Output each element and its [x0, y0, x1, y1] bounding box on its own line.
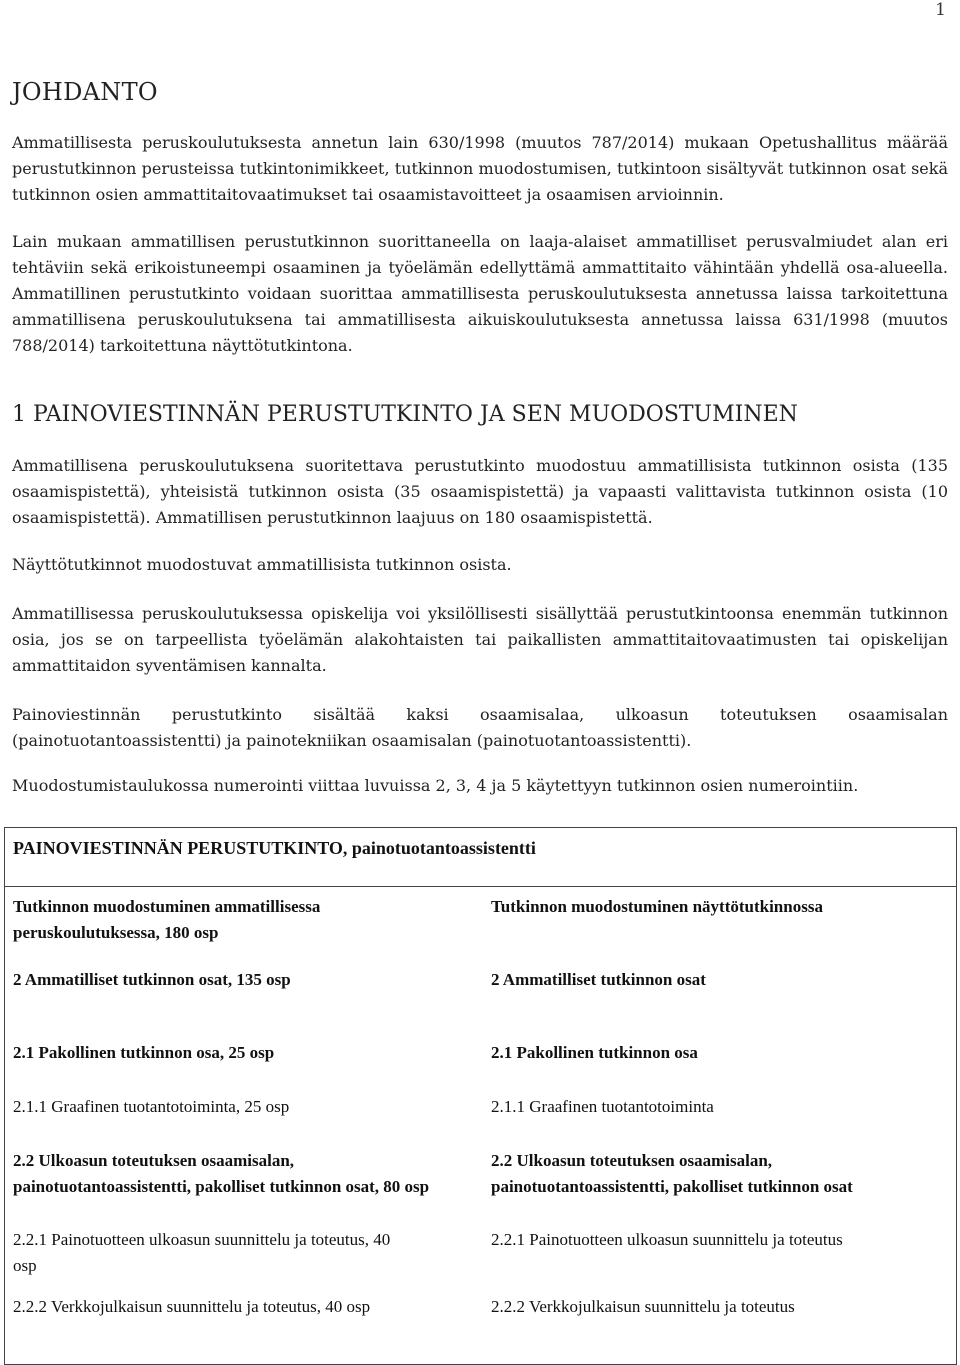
section-paragraph: Muodostumistaulukossa numerointi viittaa luvuissa 2, 3, 4 ja 5 käytettyyn tutkinnon osien numerointiin. [12, 776, 859, 795]
page-number: 1 [935, 0, 946, 20]
section-paragraph: Ammatillisessa peruskoulutuksessa opiskelija voi yksilöllisesti sisällyttää perustutkintoonsa enemmän tutkinnon osia, jos se on tarpeellista työelämän alakohtaisten tai paikallisten ammattitaitovaatimusten tai opiskelijan ammattitaidon syventämisen kannalta. [12, 604, 948, 675]
table-cell-right: 2.1.1 Graafinen tuotantotoiminta [491, 1097, 714, 1116]
intro-paragraph: Lain mukaan ammatillisen perustutkinnon suorittaneella on laaja-alaiset ammatilliset perusvalmiudet alan eri tehtäviin sekä erikoistuneempi osaaminen ja työelämän edellyttämä ammattitaito vähintään yhdellä osa-alueella. Ammatillinen perustutkinto voidaan suorittaa ammatillisesta peruskoulutuksesta annetussa laissa tarkoitettuna ammatillisena peruskoulutuksena tai ammatillisesta aikuiskoulutuksesta annetussa laissa 631/1998 (muutos 788/2014) tarkoitettuna näyttötutkintona. [12, 232, 948, 355]
table-cell-left: 2.2.2 Verkkojulkaisun suunnittelu ja toteutus, 40 osp [13, 1297, 371, 1316]
section-paragraph: Painoviestinnän perustutkinto sisältää kaksi osaamisalaa, ulkoasun toteutuksen osaamisalan (painotuotantoassistentti) ja painotekniikan osaamisalan (painotuotantoassistentti). [12, 705, 948, 750]
section-heading: 1 PAINOVIESTINNÄN PERUSTUTKINTO JA SEN MUODOSTUMINEN [12, 402, 798, 427]
section-paragraph: Ammatillisena peruskoulutuksena suoritettava perustutkinto muodostuu ammatillisista tutkinnon osista (135 osaamispistettä), yhteisistä tutkinnon osista (35 osaamispistettä) ja vapaasti valittavista tutkinnon osista (10 osaamispistettä). Ammatillisen perustutkinnon laajuus on 180 osaamispistettä. [12, 456, 948, 527]
intro-heading: JOHDANTO [12, 78, 158, 106]
table-cell-left: 2 Ammatilliset tutkinnon osat, 135 osp [13, 970, 291, 989]
table-divider [5, 886, 956, 887]
table-cell-left: 2.1.1 Graafinen tuotantotoiminta, 25 osp [13, 1097, 290, 1116]
table-cell-right: 2 Ammatilliset tutkinnon osat [491, 970, 706, 989]
table-title: PAINOVIESTINNÄN PERUSTUTKINTO, painotuotantoassistentti [13, 838, 536, 858]
composition-table [4, 827, 957, 1365]
table-cell-left: 2.2.1 Painotuotteen ulkoasun suunnittelu ja toteutus, 40 osp [13, 1230, 391, 1275]
table-cell-right: 2.2 Ulkoasun toteutuksen osaamisalan, painotuotantoassistentti, pakolliset tutkinnon osat [491, 1151, 853, 1196]
table-cell-right: 2.2.1 Painotuotteen ulkoasun suunnittelu ja toteutus [491, 1230, 843, 1249]
table-cell-left: Tutkinnon muodostuminen ammatillisessa peruskoulutuksessa, 180 osp [13, 897, 321, 942]
intro-paragraph: Ammatillisesta peruskoulutuksesta annetun lain 630/1998 (muutos 787/2014) mukaan Opetushallitus määrää perustutkinnon perusteissa tutkintonimikkeet, tutkinnon muodostumisen, tutkintoon sisältyvät tutkinnon osat sekä tutkinnon osien ammattitaitovaatimukset tai osaamistavoitteet ja osaamisen arvioinnin. [12, 133, 948, 204]
table-cell-right: 2.2.2 Verkkojulkaisun suunnittelu ja toteutus [491, 1297, 795, 1316]
table-cell-right: Tutkinnon muodostuminen näyttötutkinnossa [491, 897, 823, 916]
table-cell-right: 2.1 Pakollinen tutkinnon osa [491, 1043, 698, 1062]
table-cell-left: 2.1 Pakollinen tutkinnon osa, 25 osp [13, 1043, 275, 1062]
section-paragraph: Näyttötutkinnot muodostuvat ammatillisista tutkinnon osista. [12, 555, 512, 574]
table-cell-left: 2.2 Ulkoasun toteutuksen osaamisalan, painotuotantoassistentti, pakolliset tutkinnon osat, 80 osp [13, 1151, 430, 1196]
